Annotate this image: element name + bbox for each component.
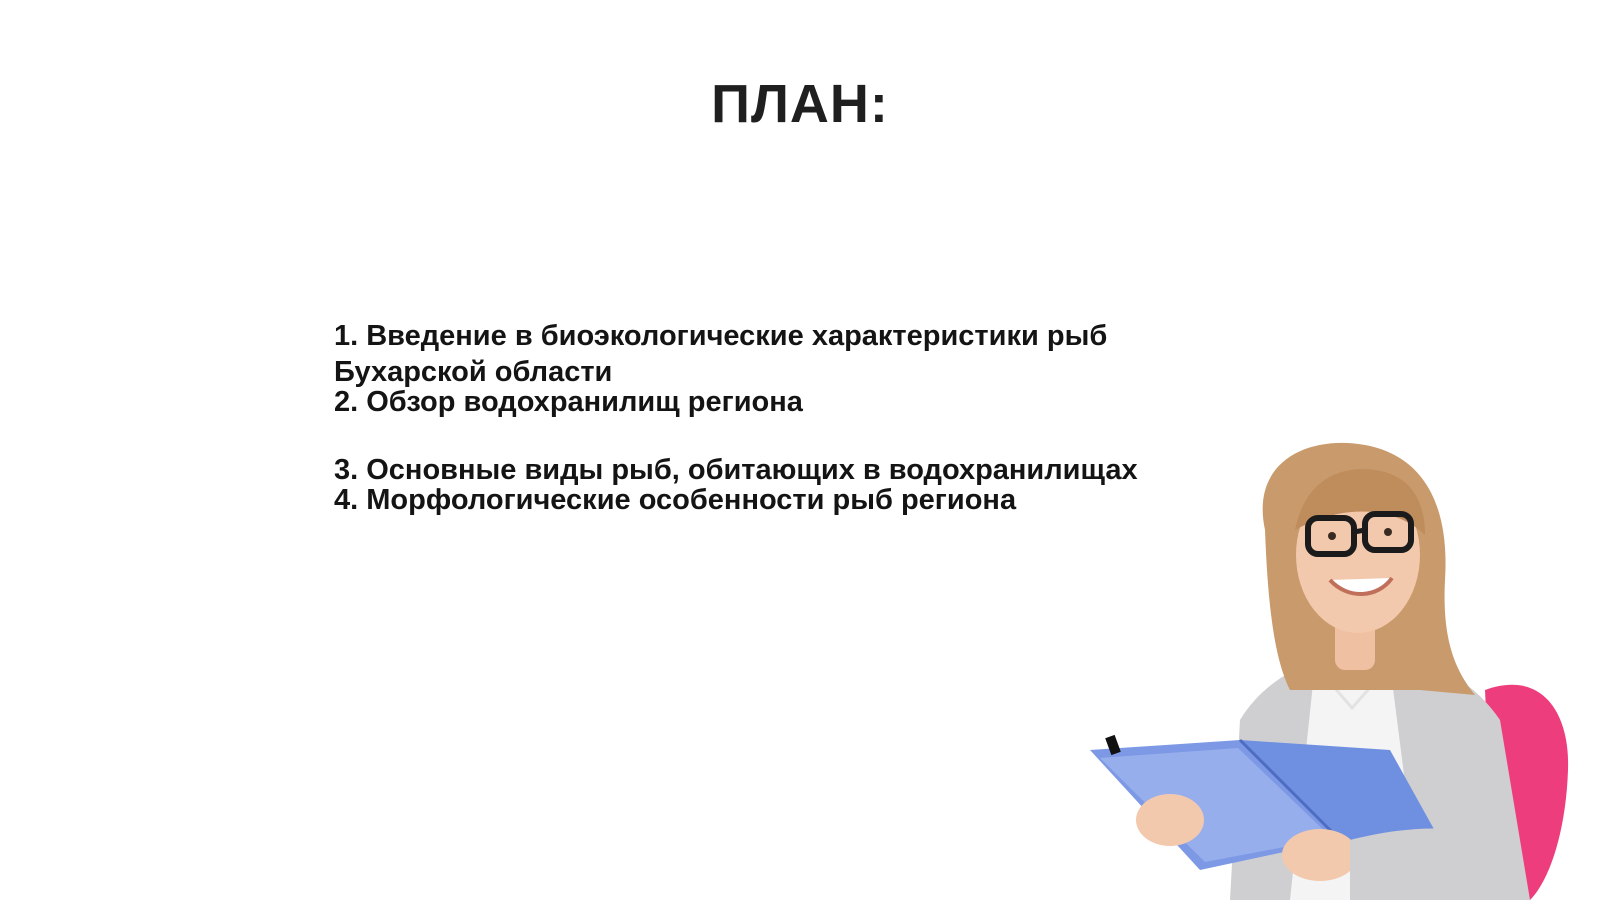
plan-item-1: 1. Введение в биоэкологические характеристики рыб Бухарской области [334, 320, 1108, 388]
slide-title: ПЛАН: [711, 74, 889, 134]
plan-list [334, 318, 1194, 518]
plan-item-3: 3. Основные виды рыб, обитающих в водохранилищах [334, 454, 1138, 486]
plan-item-2: 2. Обзор водохранилищ региона [334, 386, 803, 418]
plan-item-4: 4. Морфологические особенности рыб региона [334, 484, 1017, 516]
student-with-book-icon [1090, 440, 1600, 900]
